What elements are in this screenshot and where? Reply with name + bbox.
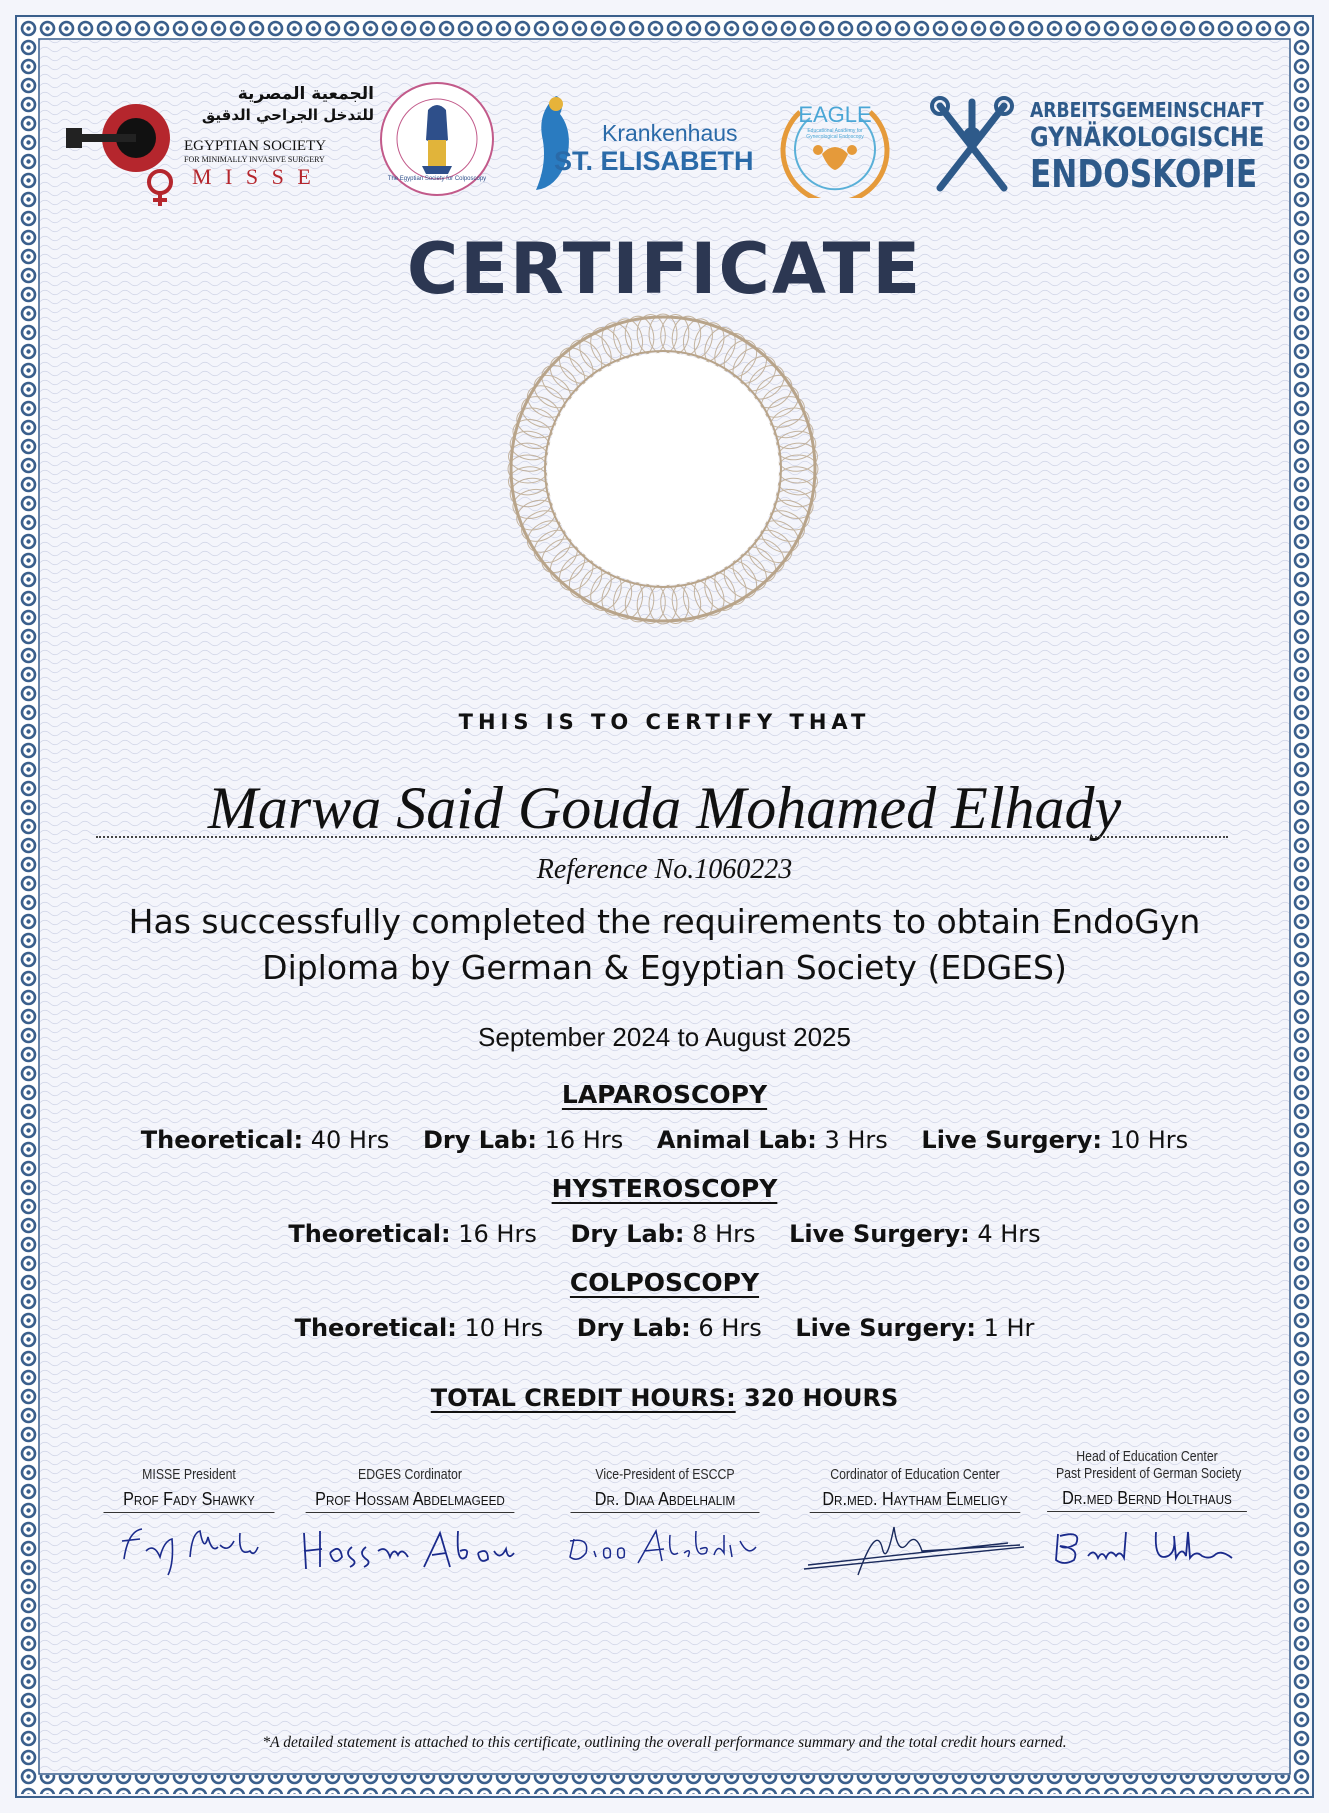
hours-item (295, 1314, 544, 1342)
certify-intro: THIS IS TO CERTIFY THAT (458, 710, 871, 734)
signatory-role: EDGES Cordinator (358, 1466, 462, 1483)
section-title-colposcopy: COLPOSCOPY (569, 1268, 760, 1297)
signature-edges-coordinator (294, 1466, 526, 1582)
hours-value: 10 Hrs (1109, 1126, 1189, 1154)
hours-value: 10 Hrs (464, 1314, 544, 1342)
handwritten-signature (294, 1517, 526, 1582)
hours-value: 16 Hrs (544, 1126, 624, 1154)
signature-head-education-center (1036, 1448, 1258, 1581)
hours-item (657, 1126, 888, 1154)
hours-item (921, 1126, 1188, 1154)
hours-label: Dry Lab: (422, 1126, 537, 1154)
colposcopy-hours (0, 1314, 1329, 1342)
hours-label: Dry Lab: (570, 1220, 685, 1248)
hours-item (288, 1220, 537, 1248)
signatory-name: Prof Fady Shawky (104, 1489, 275, 1513)
st-elisabeth-figure-icon (526, 92, 576, 192)
hours-value: 40 Hrs (310, 1126, 390, 1154)
handwritten-signature (798, 1517, 1032, 1582)
hours-label: Theoretical: (140, 1126, 304, 1154)
eagle-sub: Educational Academy for Gynecological Endoscopy (806, 128, 864, 140)
hours-label: Theoretical: (294, 1314, 457, 1342)
hysteroscopy-hours (0, 1220, 1329, 1248)
signatory-name: Dr. Diaa Abdelhalim (571, 1489, 760, 1513)
age-line2: GYNÄKOLOGISCHE (1030, 122, 1265, 153)
misse-emblem-icon (64, 86, 184, 206)
hours-label: Live Surgery: (789, 1220, 970, 1248)
signatory-name: Prof Hossam Abdelmageed (306, 1489, 515, 1513)
eagle-logo (780, 88, 890, 198)
hours-value: 1 Hr (983, 1314, 1035, 1342)
misse-logo (64, 84, 374, 204)
hours-label: Theoretical: (288, 1220, 451, 1248)
total-credit-hours (0, 1384, 1329, 1412)
certificate-title: CERTIFICATE (406, 228, 923, 310)
misse-english-sub: FOR MINIMALLY INVASIVE SURGERY (184, 155, 325, 164)
reference-number: Reference No.1060223 (536, 854, 793, 885)
krankenhaus-logo (522, 92, 752, 202)
signatory-role: Cordinator of Education Center (830, 1466, 1000, 1483)
signatory-name: Dr.med Bernd Holthaus (1047, 1488, 1247, 1512)
signature-misse-president (94, 1466, 284, 1582)
footnote: *A detailed statement is attached to this certificate, outlining the overall performance summary and the total credit hours earned. (262, 1734, 1067, 1751)
diploma-period: September 2024 to August 2025 (478, 1022, 851, 1052)
escp-ring-text: The Egyptian Society for Colposcopy (387, 176, 487, 182)
total-label: TOTAL CREDIT HOURS: (430, 1384, 736, 1412)
hours-value: 8 Hrs (692, 1220, 756, 1248)
misse-acronym: M I S S E (192, 164, 315, 189)
recipient-name: Marwa Said Gouda Mohamed Elhady (207, 775, 1122, 841)
escp-logo (378, 80, 496, 198)
hours-value: 3 Hrs (824, 1126, 888, 1154)
handwritten-signature (1036, 1516, 1258, 1581)
hours-value: 4 Hrs (977, 1220, 1041, 1248)
hours-item (789, 1220, 1041, 1248)
misse-arabic-line1: الجمعية المصرية (237, 84, 374, 104)
section-title-laparoscopy: LAPAROSCOPY (561, 1080, 768, 1109)
signatory-role: MISSE President (142, 1466, 236, 1483)
hours-item (571, 1220, 756, 1248)
krankenhaus-line1: Krankenhaus (602, 120, 738, 146)
signatory-name: Dr.med. Haytham Elmeligy (810, 1489, 1021, 1513)
krankenhaus-line2: ST. ELISABETH (554, 146, 754, 176)
hours-item (141, 1126, 390, 1154)
statement-line1: Has successfully completed the requirements to obtain EndoGyn (128, 902, 1201, 941)
hours-item (423, 1126, 623, 1154)
statement-line2: Diploma by German & Egyptian Society (EDGES) (262, 948, 1067, 987)
hours-label: Dry Lab: (576, 1314, 691, 1342)
endoscopy-instruments-icon (922, 96, 1022, 194)
age-line1: ARBEITSGEMEINSCHAFT (1030, 98, 1264, 122)
misse-arabic-line2: للتدخل الجراحي الدقيق (201, 106, 374, 124)
hours-item (795, 1314, 1034, 1342)
hours-item (577, 1314, 762, 1342)
laparoscopy-hours (0, 1126, 1329, 1154)
hours-label: Animal Lab: (656, 1126, 817, 1154)
hours-value: 16 Hrs (458, 1220, 537, 1248)
signature-education-center-coordinator (798, 1466, 1032, 1582)
signatory-role: Vice-President of ESCCP (595, 1466, 735, 1483)
age-logo (922, 96, 1265, 196)
total-value: 320 HOURS (744, 1384, 899, 1412)
signatory-role-secondary: Past President of German Society (1055, 1465, 1242, 1482)
hours-value: 6 Hrs (698, 1314, 762, 1342)
misse-english-name: EGYPTIAN SOCIETY (184, 138, 327, 154)
section-title-hysteroscopy: HYSTEROSCOPY (551, 1174, 778, 1203)
eagle-title: EAGLE (798, 102, 872, 127)
handwritten-signature (560, 1517, 770, 1582)
signatory-role: Head of Education Center (1076, 1448, 1218, 1465)
name-underline (96, 836, 1228, 838)
signature-escp-vice-president (560, 1466, 770, 1582)
hours-label: Live Surgery: (795, 1314, 976, 1342)
age-line3: ENDOSKOPIE (1030, 152, 1258, 196)
hours-label: Live Surgery: (921, 1126, 1102, 1154)
handwritten-signature (94, 1517, 284, 1582)
